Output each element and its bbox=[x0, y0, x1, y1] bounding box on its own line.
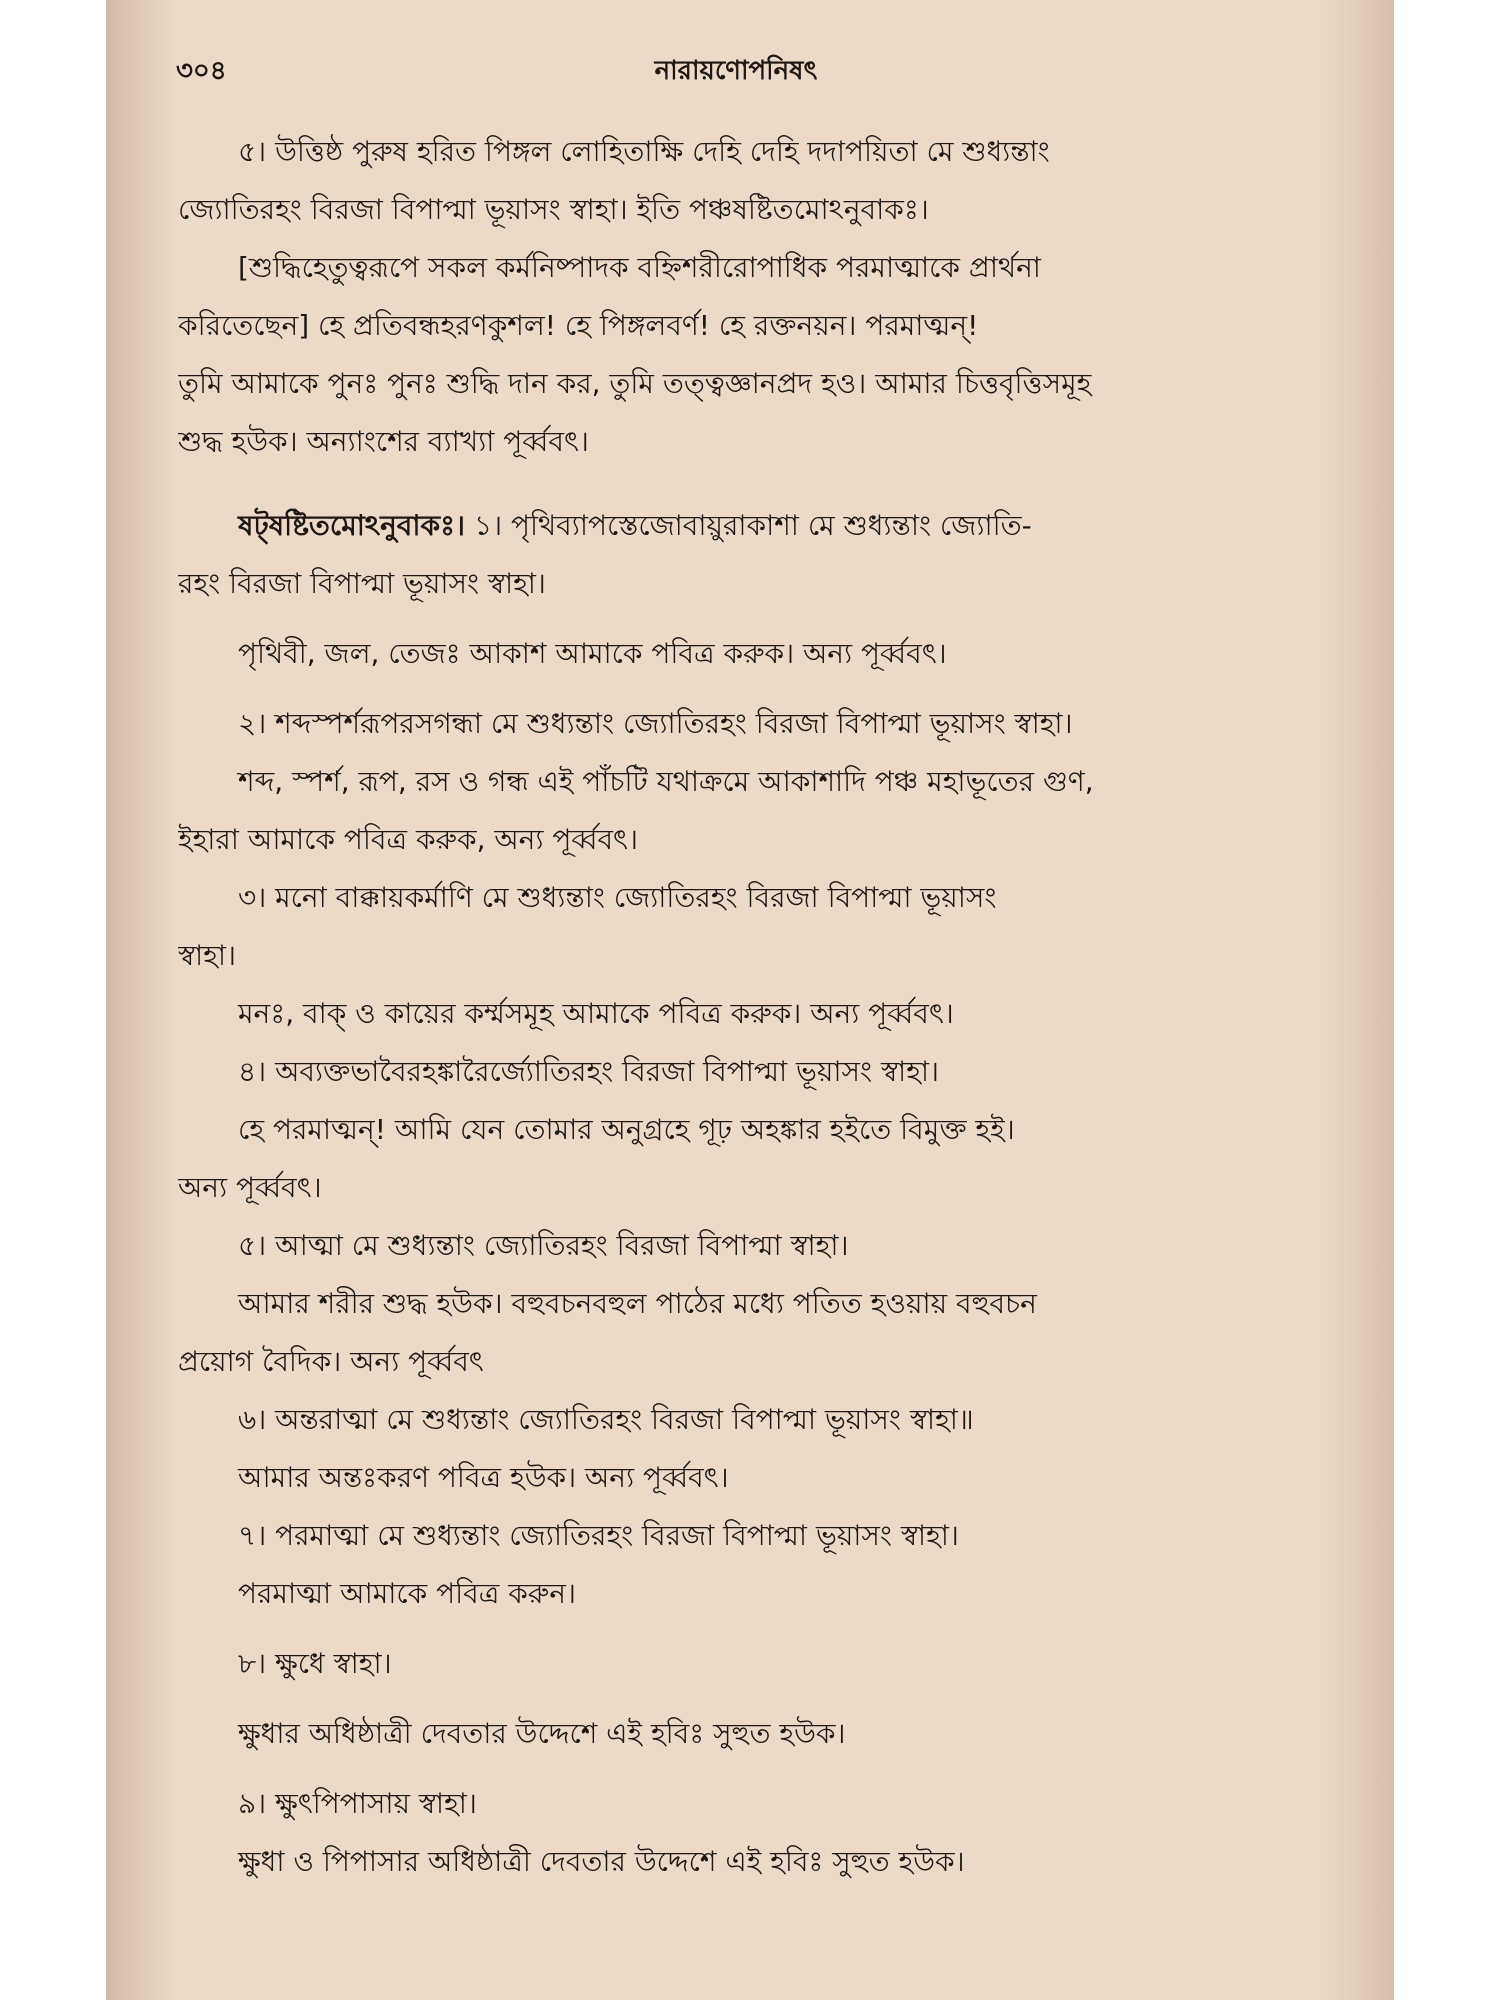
section-heading-line bbox=[178, 504, 1308, 548]
verse-line: ৮। ক্ষুধে স্বাহা। bbox=[238, 1647, 392, 1680]
page-number: ৩০৪ bbox=[176, 56, 227, 86]
section-heading: ষট্‌ষষ্টিতমোঽনুবাকঃ। bbox=[238, 509, 466, 542]
commentary-line: করিতেছেন] হে প্রতিবন্ধহরণকুশল! হে পিঙ্গলবর্ণ! হে রক্তনয়ন। পরমাত্মন্! bbox=[178, 309, 979, 342]
commentary-line: শব্দ, স্পর্শ, রূপ, রস ও গন্ধ এই পাঁচটি যথাক্রমে আকাশাদি পঞ্চ মহাভূতের গুণ, bbox=[238, 765, 1094, 798]
commentary-line: মনঃ, বাক্ ও কায়ের কর্ম্মসমূহ আমাকে পবিত্র করুক। অন্য পূর্ব্ববৎ। bbox=[238, 997, 954, 1030]
book-page bbox=[106, 0, 1394, 2000]
commentary-line: [শুদ্ধিহেতুত্বরূপে সকল কর্মনিষ্পাদক বহ্নিশরীরোপাধিক পরমাত্মাকে প্রার্থনা bbox=[238, 251, 1041, 284]
commentary-line: আমার শরীর শুদ্ধ হউক। বহুবচনবহুল পাঠের মধ্যে পতিত হওয়ায় বহুবচন bbox=[238, 1287, 1037, 1320]
verse-line: ৭। পরমাত্মা মে শুধ্যন্তাং জ্যোতিরহং বিরজা বিপাপ্মা ভূয়াসং স্বাহা। bbox=[238, 1519, 959, 1552]
commentary-line: পৃথিবী, জল, তেজঃ আকাশ আমাকে পবিত্র করুক। অন্য পূর্ব্ববৎ। bbox=[238, 637, 947, 670]
verse-line: ২। শব্দস্পর্শরূপরসগন্ধা মে শুধ্যন্তাং জ্যোতিরহং বিরজা বিপাপ্মা ভূয়াসং স্বাহা। bbox=[238, 707, 1073, 740]
verse-text: ১। পৃথিব্যাপস্তেজোবায়ুরাকাশা মে শুধ্যন্তাং জ্যোতি- bbox=[473, 509, 1032, 542]
verse-line: ৩। মনো বাক্কায়কর্মাণি মে শুধ্যন্তাং জ্যোতিরহং বিরজা বিপাপ্মা ভূয়াসং bbox=[238, 881, 997, 914]
page-gutter-shadow bbox=[106, 0, 176, 2000]
verse-line: স্বাহা। bbox=[178, 939, 237, 972]
commentary-line: পরমাত্মা আমাকে পবিত্র করুন। bbox=[238, 1577, 577, 1610]
page-body bbox=[178, 130, 1308, 1884]
commentary-line: ক্ষুধা ও পিপাসার অধিষ্ঠাত্রী দেবতার উদ্দেশে এই হবিঃ সুহুত হউক। bbox=[238, 1845, 965, 1878]
verse-line: ৪। অব্যক্তভাবৈরহঙ্কারৈর্জ্যোতিরহং বিরজা বিপাপ্মা ভূয়াসং স্বাহা। bbox=[238, 1055, 939, 1088]
verse-line: জ্যোতিরহং বিরজা বিপাপ্মা ভূয়াসং স্বাহা। ইতি পঞ্চষষ্টিতমোঽনুবাকঃ। bbox=[178, 193, 929, 226]
commentary-line: হে পরমাত্মন্! আমি যেন তোমার অনুগ্রহে গূঢ় অহঙ্কার হইতে বিমুক্ত হই। bbox=[238, 1113, 1015, 1146]
running-title: নারায়ণোপনিষৎ bbox=[654, 56, 818, 86]
commentary-line: আমার অন্তঃকরণ পবিত্র হউক। অন্য পূর্ব্ববৎ। bbox=[238, 1461, 729, 1494]
commentary-line: অন্য পূর্ব্ববৎ। bbox=[178, 1171, 322, 1204]
verse-line: ৬। অন্তরাত্মা মে শুধ্যন্তাং জ্যোতিরহং বিরজা বিপাপ্মা ভূয়াসং স্বাহা॥ bbox=[238, 1403, 974, 1436]
commentary-line: তুমি আমাকে পুনঃ পুনঃ শুদ্ধি দান কর, তুমি তত্ত্বজ্ঞানপ্রদ হও। আমার চিত্তবৃত্তিসমূহ bbox=[178, 367, 1092, 400]
commentary-line: ইহারা আমাকে পবিত্র করুক, অন্য পূর্ব্ববৎ। bbox=[178, 823, 639, 856]
page-header bbox=[176, 50, 1296, 90]
commentary-line: শুদ্ধ হউক। অন্যাংশের ব্যাখ্যা পূর্ব্ববৎ। bbox=[178, 425, 589, 458]
verse-line: ৫। উত্তিষ্ঠ পুরুষ হরিত পিঙ্গল লোহিতাক্ষি দেহি দেহি দদাপয়িতা মে শুধ্যন্তাং bbox=[238, 135, 1050, 168]
page-edge-shadow bbox=[1324, 0, 1394, 2000]
verse-line: ৯। ক্ষুৎপিপাসায় স্বাহা। bbox=[238, 1787, 477, 1820]
commentary-line: প্রয়োগ বৈদিক। অন্য পূর্ব্ববৎ bbox=[178, 1345, 484, 1378]
verse-line: ৫। আত্মা মে শুধ্যন্তাং জ্যোতিরহং বিরজা বিপাপ্মা স্বাহা। bbox=[238, 1229, 849, 1262]
verse-line: রহং বিরজা বিপাপ্মা ভূয়াসং স্বাহা। bbox=[178, 567, 546, 600]
commentary-line: ক্ষুধার অধিষ্ঠাত্রী দেবতার উদ্দেশে এই হবিঃ সুহুত হউক। bbox=[238, 1717, 846, 1750]
